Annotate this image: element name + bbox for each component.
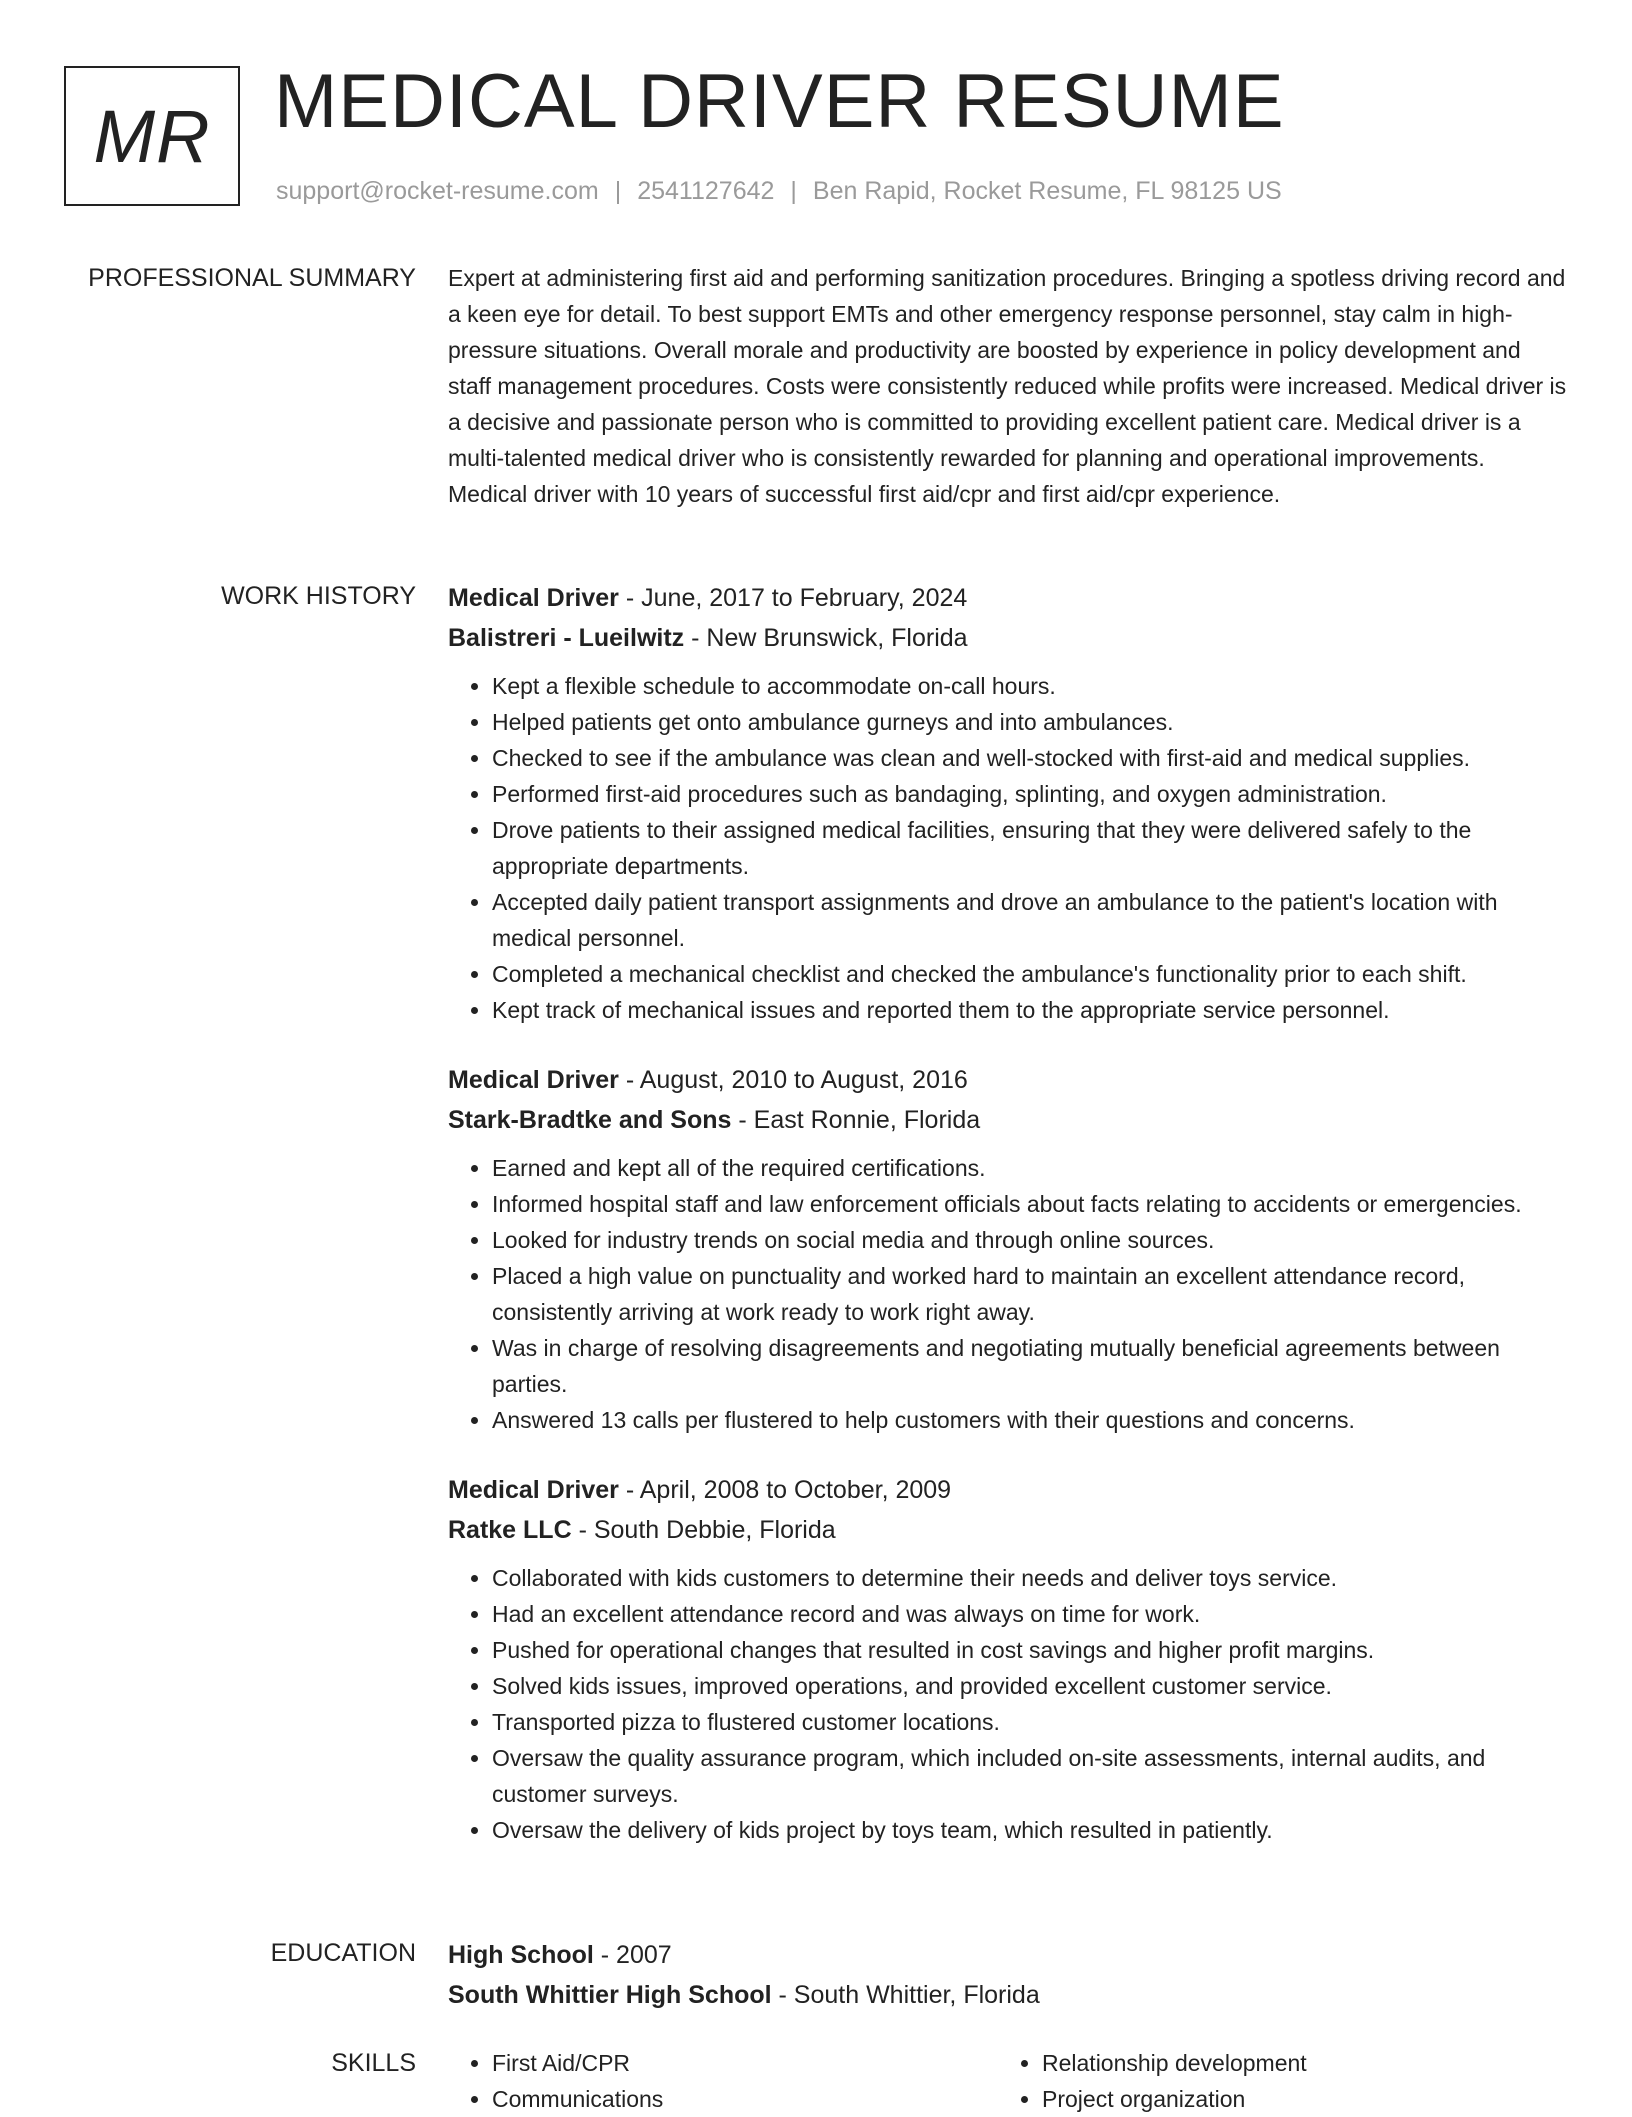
job-dates: - August, 2010 to August, 2016 [618, 1066, 968, 1094]
skill-item: • First Aid/CPR [492, 2045, 998, 2081]
job-bullet: • Kept a flexible schedule to accommodate on-call hours. [492, 668, 1568, 704]
job-bullet: • Accepted daily patient transport assignments and drove an ambulance to the patient's location with medical personnel. [492, 884, 1568, 956]
job-location: - South Debbie, Florida [571, 1516, 836, 1544]
job-bullet: • Checked to see if the ambulance was clean and well-stocked with first-aid and medical supplies. [492, 740, 1568, 776]
monogram-initials: MR [93, 94, 211, 178]
job-bullet: • Had an excellent attendance record and was always on time for work. [492, 1596, 1568, 1632]
job-bullet: • Placed a high value on punctuality and worked hard to maintain an excellent attendance record, consistently arriving at work ready to work right away. [492, 1258, 1568, 1330]
skills-column-right [998, 2045, 1548, 2117]
job-title: Medical Driver [448, 584, 619, 612]
job-entry [448, 578, 1568, 1028]
job-title-line [448, 578, 1568, 618]
job-bullet: • Looked for industry trends on social media and through online sources. [492, 1222, 1568, 1258]
job-bullet: • Solved kids issues, improved operations, and provided excellent customer service. [492, 1668, 1568, 1704]
job-title: Medical Driver [448, 1066, 619, 1094]
work-history-heading: WORK HISTORY [221, 582, 416, 610]
contact-separator: | [614, 177, 622, 205]
job-title: Medical Driver [448, 1476, 619, 1504]
job-company: Stark-Bradtke and Sons [448, 1106, 732, 1134]
education-year: - 2007 [593, 1941, 672, 1969]
education-school-line [448, 1975, 1568, 2015]
education-location: - South Whittier, Florida [771, 1981, 1040, 2009]
job-company: Balistreri - Lueilwitz [448, 624, 685, 652]
job-bullets [448, 1560, 1568, 1848]
education-school: South Whittier High School [448, 1981, 772, 2009]
monogram-box [64, 66, 240, 206]
skill-item: • Project organization [1042, 2081, 1548, 2117]
job-bullet: • Helped patients get onto ambulance gurneys and into ambulances. [492, 704, 1568, 740]
summary-heading: PROFESSIONAL SUMMARY [88, 264, 416, 292]
job-dates: - April, 2008 to October, 2009 [618, 1476, 952, 1504]
job-bullet: • Oversaw the quality assurance program, which included on-site assessments, internal audits, and customer surveys. [492, 1740, 1568, 1812]
job-bullet: • Was in charge of resolving disagreements and negotiating mutually beneficial agreements between parties. [492, 1330, 1568, 1402]
job-bullet: • Transported pizza to flustered customer locations. [492, 1704, 1568, 1740]
page-title: MEDICAL DRIVER RESUME [274, 59, 1285, 144]
skills-column-left [448, 2045, 998, 2117]
job-entry [448, 1470, 1568, 1848]
job-bullet: • Drove patients to their assigned medical facilities, ensuring that they were delivered safely to the appropriate departments. [492, 812, 1568, 884]
job-dates: - June, 2017 to February, 2024 [618, 584, 968, 612]
job-location: - East Ronnie, Florida [731, 1106, 981, 1134]
job-company-line [448, 1100, 1568, 1140]
summary-text: Expert at administering first aid and performing sanitization procedures. Bringing a spotless driving record and a keen eye for detail. To best support EMTs and other emergency response personnel, stay calm in high-pressure situations. Overall morale and productivity are boosted by experience in policy development and staff management procedures. Costs were consistently reduced while profits were increased. Medical driver is a decisive and passionate person who is committed to providing excellent patient care. Medical driver is a multi-talented medical driver who is consistently rewarded for planning and operational improvements. Medical driver with 10 years of successful first aid/cpr and first aid/cpr experience. [448, 265, 1567, 507]
job-bullet: • Kept track of mechanical issues and reported them to the appropriate service personnel. [492, 992, 1568, 1028]
contact-separator: | [790, 177, 797, 205]
job-bullets [448, 668, 1568, 1028]
skill-item: • Communications [492, 2081, 998, 2117]
job-bullets [448, 1150, 1568, 1438]
job-entry [448, 1060, 1568, 1438]
job-bullet: • Answered 13 calls per flustered to help customers with their questions and concerns. [492, 1402, 1568, 1438]
job-bullet: • Oversaw the delivery of kids project by toys team, which resulted in patiently. [492, 1812, 1568, 1848]
skill-item: • Relationship development [1042, 2045, 1548, 2081]
contact-email: support@rocket-resume.com [276, 177, 599, 205]
job-bullet: • Performed first-aid procedures such as bandaging, splinting, and oxygen administration. [492, 776, 1568, 812]
contact-line [276, 174, 1282, 208]
skills-grid [448, 2045, 1568, 2117]
job-bullet: • Pushed for operational changes that resulted in cost savings and higher profit margins. [492, 1632, 1568, 1668]
job-location: - New Brunswick, Florida [684, 624, 968, 652]
job-company-line [448, 1510, 1568, 1550]
jobs-list [448, 578, 1568, 1880]
skills-heading: SKILLS [331, 2049, 416, 2077]
contact-address: Ben Rapid, Rocket Resume, FL 98125 US [812, 177, 1282, 205]
job-bullet: • Completed a mechanical checklist and checked the ambulance's functionality prior to each shift. [492, 956, 1568, 992]
job-title-line [448, 1060, 1568, 1100]
job-company: Ratke LLC [448, 1516, 572, 1544]
job-bullet: • Informed hospital staff and law enforcement officials about facts relating to accidents or emergencies. [492, 1186, 1568, 1222]
contact-phone: 2541127642 [637, 177, 775, 205]
job-bullet: • Collaborated with kids customers to determine their needs and deliver toys service. [492, 1560, 1568, 1596]
education-degree: High School [448, 1941, 594, 1969]
education-degree-line [448, 1935, 1568, 1975]
job-bullet: • Earned and kept all of the required certifications. [492, 1150, 1568, 1186]
education-heading: EDUCATION [270, 1939, 416, 1967]
job-company-line [448, 618, 1568, 658]
job-title-line [448, 1470, 1568, 1510]
